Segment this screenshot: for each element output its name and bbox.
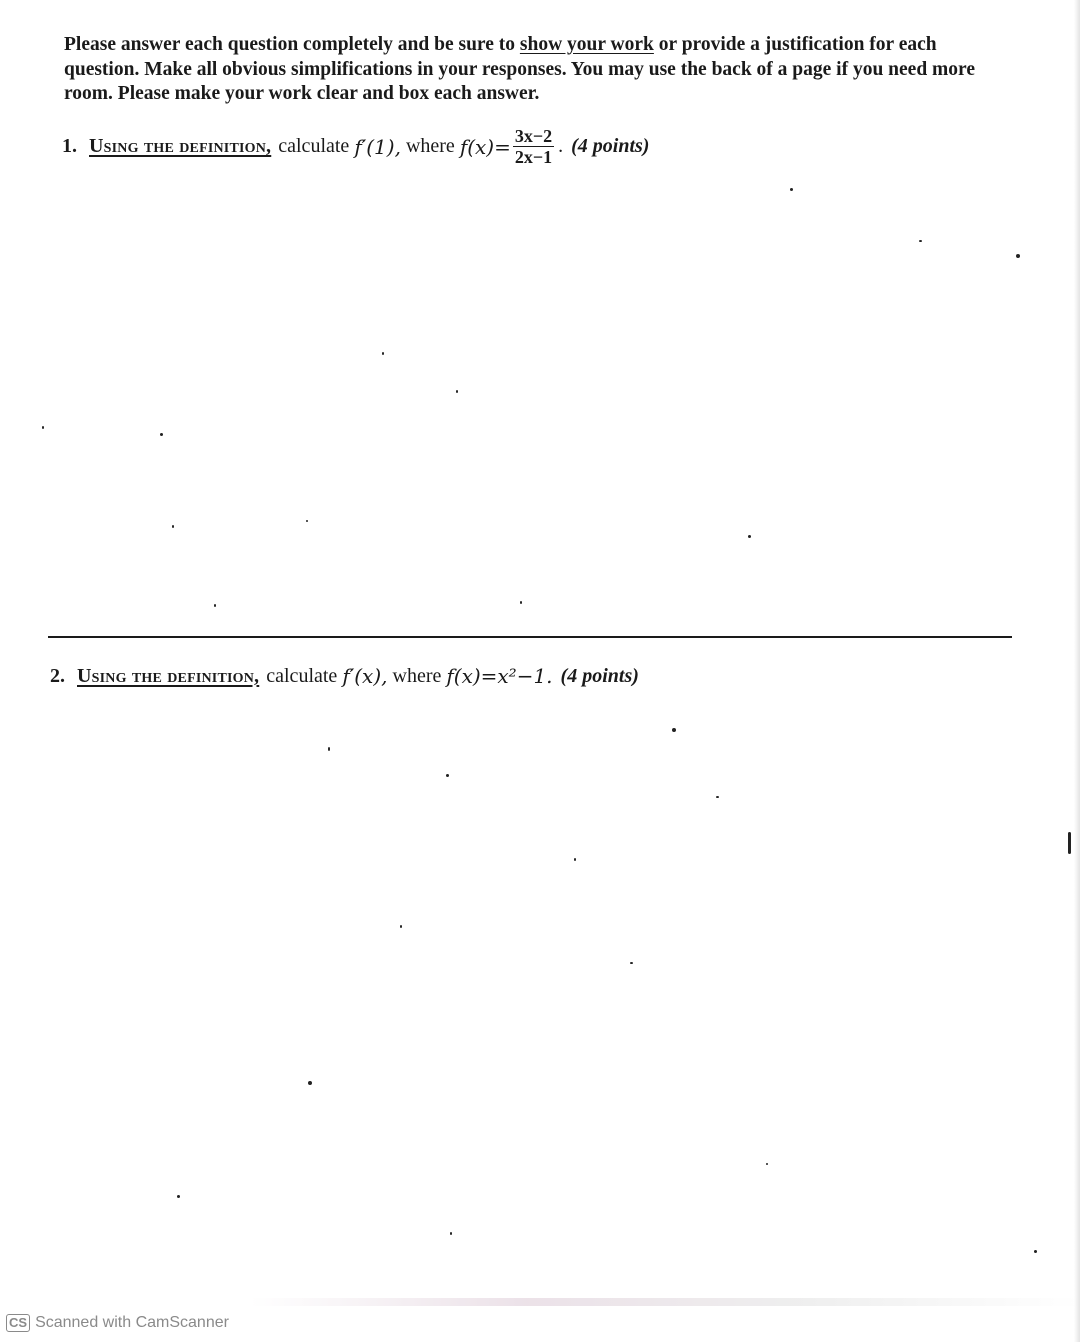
scan-edge-shadow: [1074, 0, 1080, 1342]
instructions-line-2: question. Make all obvious simplifications in your responses. You may use the back of a page if you need more: [64, 58, 975, 80]
question-2-function: f(x)=x²−1.: [446, 664, 553, 688]
scan-speck: [1068, 832, 1071, 854]
question-1-fraction: [513, 126, 554, 167]
scan-speck: [919, 240, 922, 242]
scan-speck: [630, 962, 633, 964]
scan-speck: [177, 1195, 180, 1198]
instructions-paragraph: [64, 33, 1014, 107]
question-2-points: (4 points): [560, 664, 639, 687]
watermark-text: Scanned with CamScanner: [35, 1314, 229, 1331]
scan-speck: [308, 1081, 312, 1085]
question-1-points: (4 points): [571, 135, 650, 157]
scan-speck: [42, 426, 44, 429]
question-1: 1. Using the definition, calculate f′(1), where f(x)= $\frac{3x-2}{2x-1}$ . (4 points): [62, 126, 650, 167]
scan-speck: [328, 747, 330, 751]
scan-smudge: [250, 1298, 1080, 1306]
fraction-numerator: 3x−2: [514, 126, 553, 146]
camscanner-logo-icon: CS: [6, 1314, 30, 1332]
question-1-target: f′(1),: [354, 134, 401, 159]
scan-speck: [214, 604, 216, 607]
scan-speck: [382, 352, 384, 355]
scan-speck: [1016, 254, 1020, 258]
scan-speck: [450, 1232, 452, 1235]
scan-speck: [456, 390, 458, 393]
question-2: 2. Using the definition, calculate f′(x), where f(x)=x²−1. (4 points): [50, 664, 639, 688]
scan-speck: [790, 188, 793, 191]
camscanner-watermark: [6, 1311, 229, 1335]
scan-speck: [672, 728, 676, 732]
scan-speck: [766, 1163, 768, 1165]
scan-speck: [520, 601, 522, 604]
scan-speck: [172, 525, 174, 528]
question-2-number: 2.: [50, 664, 65, 687]
question-1-number: 1.: [62, 135, 77, 157]
scan-speck: [446, 774, 449, 777]
scan-speck: [1034, 1250, 1037, 1253]
instructions-line-1: Please answer each question completely and be sure to show your work or provide a justification for each: [64, 34, 937, 55]
show-your-work-emphasis: show your work: [519, 34, 654, 55]
fraction-denominator: 2x−1: [514, 147, 553, 167]
scan-speck: [400, 925, 402, 928]
section-divider: [48, 636, 1012, 638]
scan-speck: [574, 858, 576, 861]
scan-speck: [306, 520, 308, 522]
instructions-line-3: room. Please make your work clear and box each answer.: [64, 83, 540, 104]
question-2-heading: Using the definition,: [77, 664, 260, 687]
question-1-heading: Using the definition,: [89, 135, 272, 157]
question-1-function: f(x)=: [459, 134, 511, 159]
scan-speck: [716, 796, 719, 798]
scan-speck: [748, 535, 751, 538]
scan-speck: [160, 433, 163, 436]
question-2-target: f′(x),: [342, 664, 388, 688]
